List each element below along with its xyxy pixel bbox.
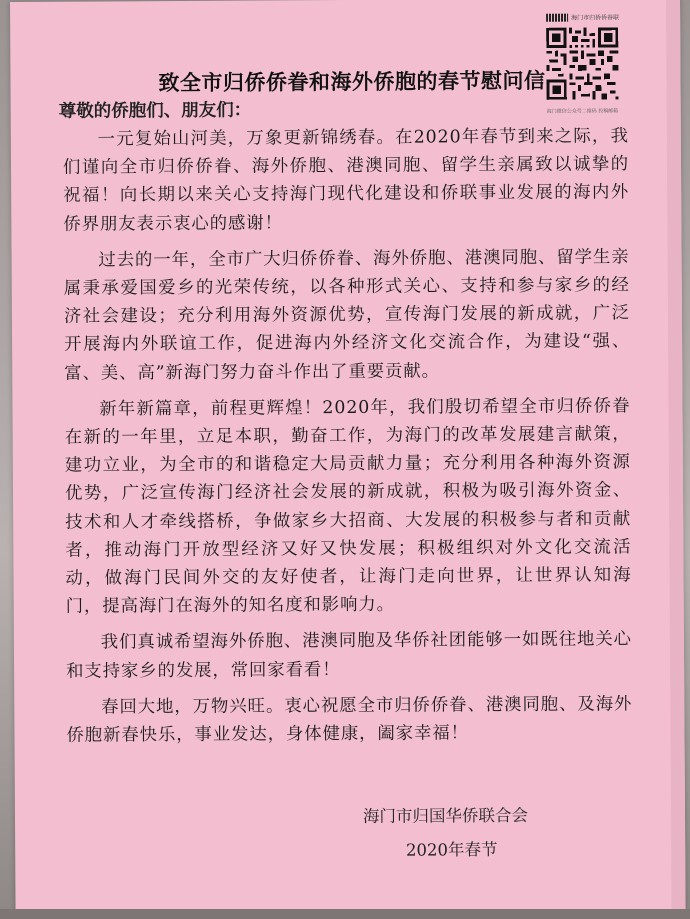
logo-mark-icon	[546, 13, 568, 21]
letter-paragraph-5: 春回大地，万物兴旺。衷心祝愿全市归侨侨眷、港澳同胞、及海外侨胞新春快乐，事业发达，身体健康，阖家幸福！	[66, 694, 633, 746]
qr-caption-top	[546, 12, 632, 22]
signature-date: 2020年春节	[405, 840, 498, 860]
letter-salutation: 尊敬的侨胞们、朋友们：	[58, 100, 252, 122]
letter-paper	[10, 0, 686, 914]
desk-bottom-shadow	[0, 909, 690, 919]
qr-code-block	[546, 12, 633, 119]
letter-signature	[363, 799, 528, 868]
qr-caption-top-text: 海门市归侨侨眷联	[571, 14, 620, 22]
letter-paragraph-1: 一元复始山河美，万象更新锦绣春。在2020年春节到来之际，我们谨向全市归侨侨眷、海外侨胞、港澳同胞、留学生亲属致以诚挚的祝福！向长期以来关心支持海门现代化建设和侨联事业发展的海内外侨界朋友表示衷心的感谢！	[62, 126, 630, 235]
qr-caption-bottom: 海门微信公众号二维码 投稿邮箱	[546, 108, 619, 115]
letter-body	[63, 122, 633, 758]
letter-paragraph-3: 新年新篇章，前程更辉煌！2020年，我们殷切希望全市归侨侨眷在新的一年里，立足本职，勤奋工作，为海门的改革发展建言献策，建功立业，为全市的和谐稳定大局贡献力量；充分利用各种海外资源优势，广泛宣传海门经济社会发展的新成就，积极为吸引海外资金、技术和人才牵线搭桥，争做家乡大招商、大发展的积极参与者和贡献者，推动海门开放型经济又好又快发展；积极组织对外文化交流活动，做海门民间外交的友好使者，让海门走向世界，让世界认知海门，提高海门在海外的知名度和影响力。	[64, 396, 632, 617]
letter-paragraph-2: 过去的一年，全市广大归侨侨眷、海外侨胞、港澳同胞、留学生亲属秉承爱国爱乡的光荣传统，以各种形式关心、支持和参与家乡的经济社会建设；充分利用海外资源优势，宣传海门发展的新成就，广泛开展海内外联谊工作，促进海内外经济文化交流合作，为建设“强、富、美、高”新海门努力奋斗作出了重要贡献。	[63, 247, 631, 384]
letter-title: 致全市归侨侨眷和海外侨胞的春节慰问信	[158, 67, 546, 96]
letter-paragraph-4: 我们真诚希望海外侨胞、港澳同胞及华侨社团能够一如既往地关心和支持家乡的发展，常回家看看！	[66, 629, 632, 682]
qr-code-icon	[546, 27, 618, 99]
signature-organization: 海门市归国华侨联合会	[362, 805, 529, 826]
